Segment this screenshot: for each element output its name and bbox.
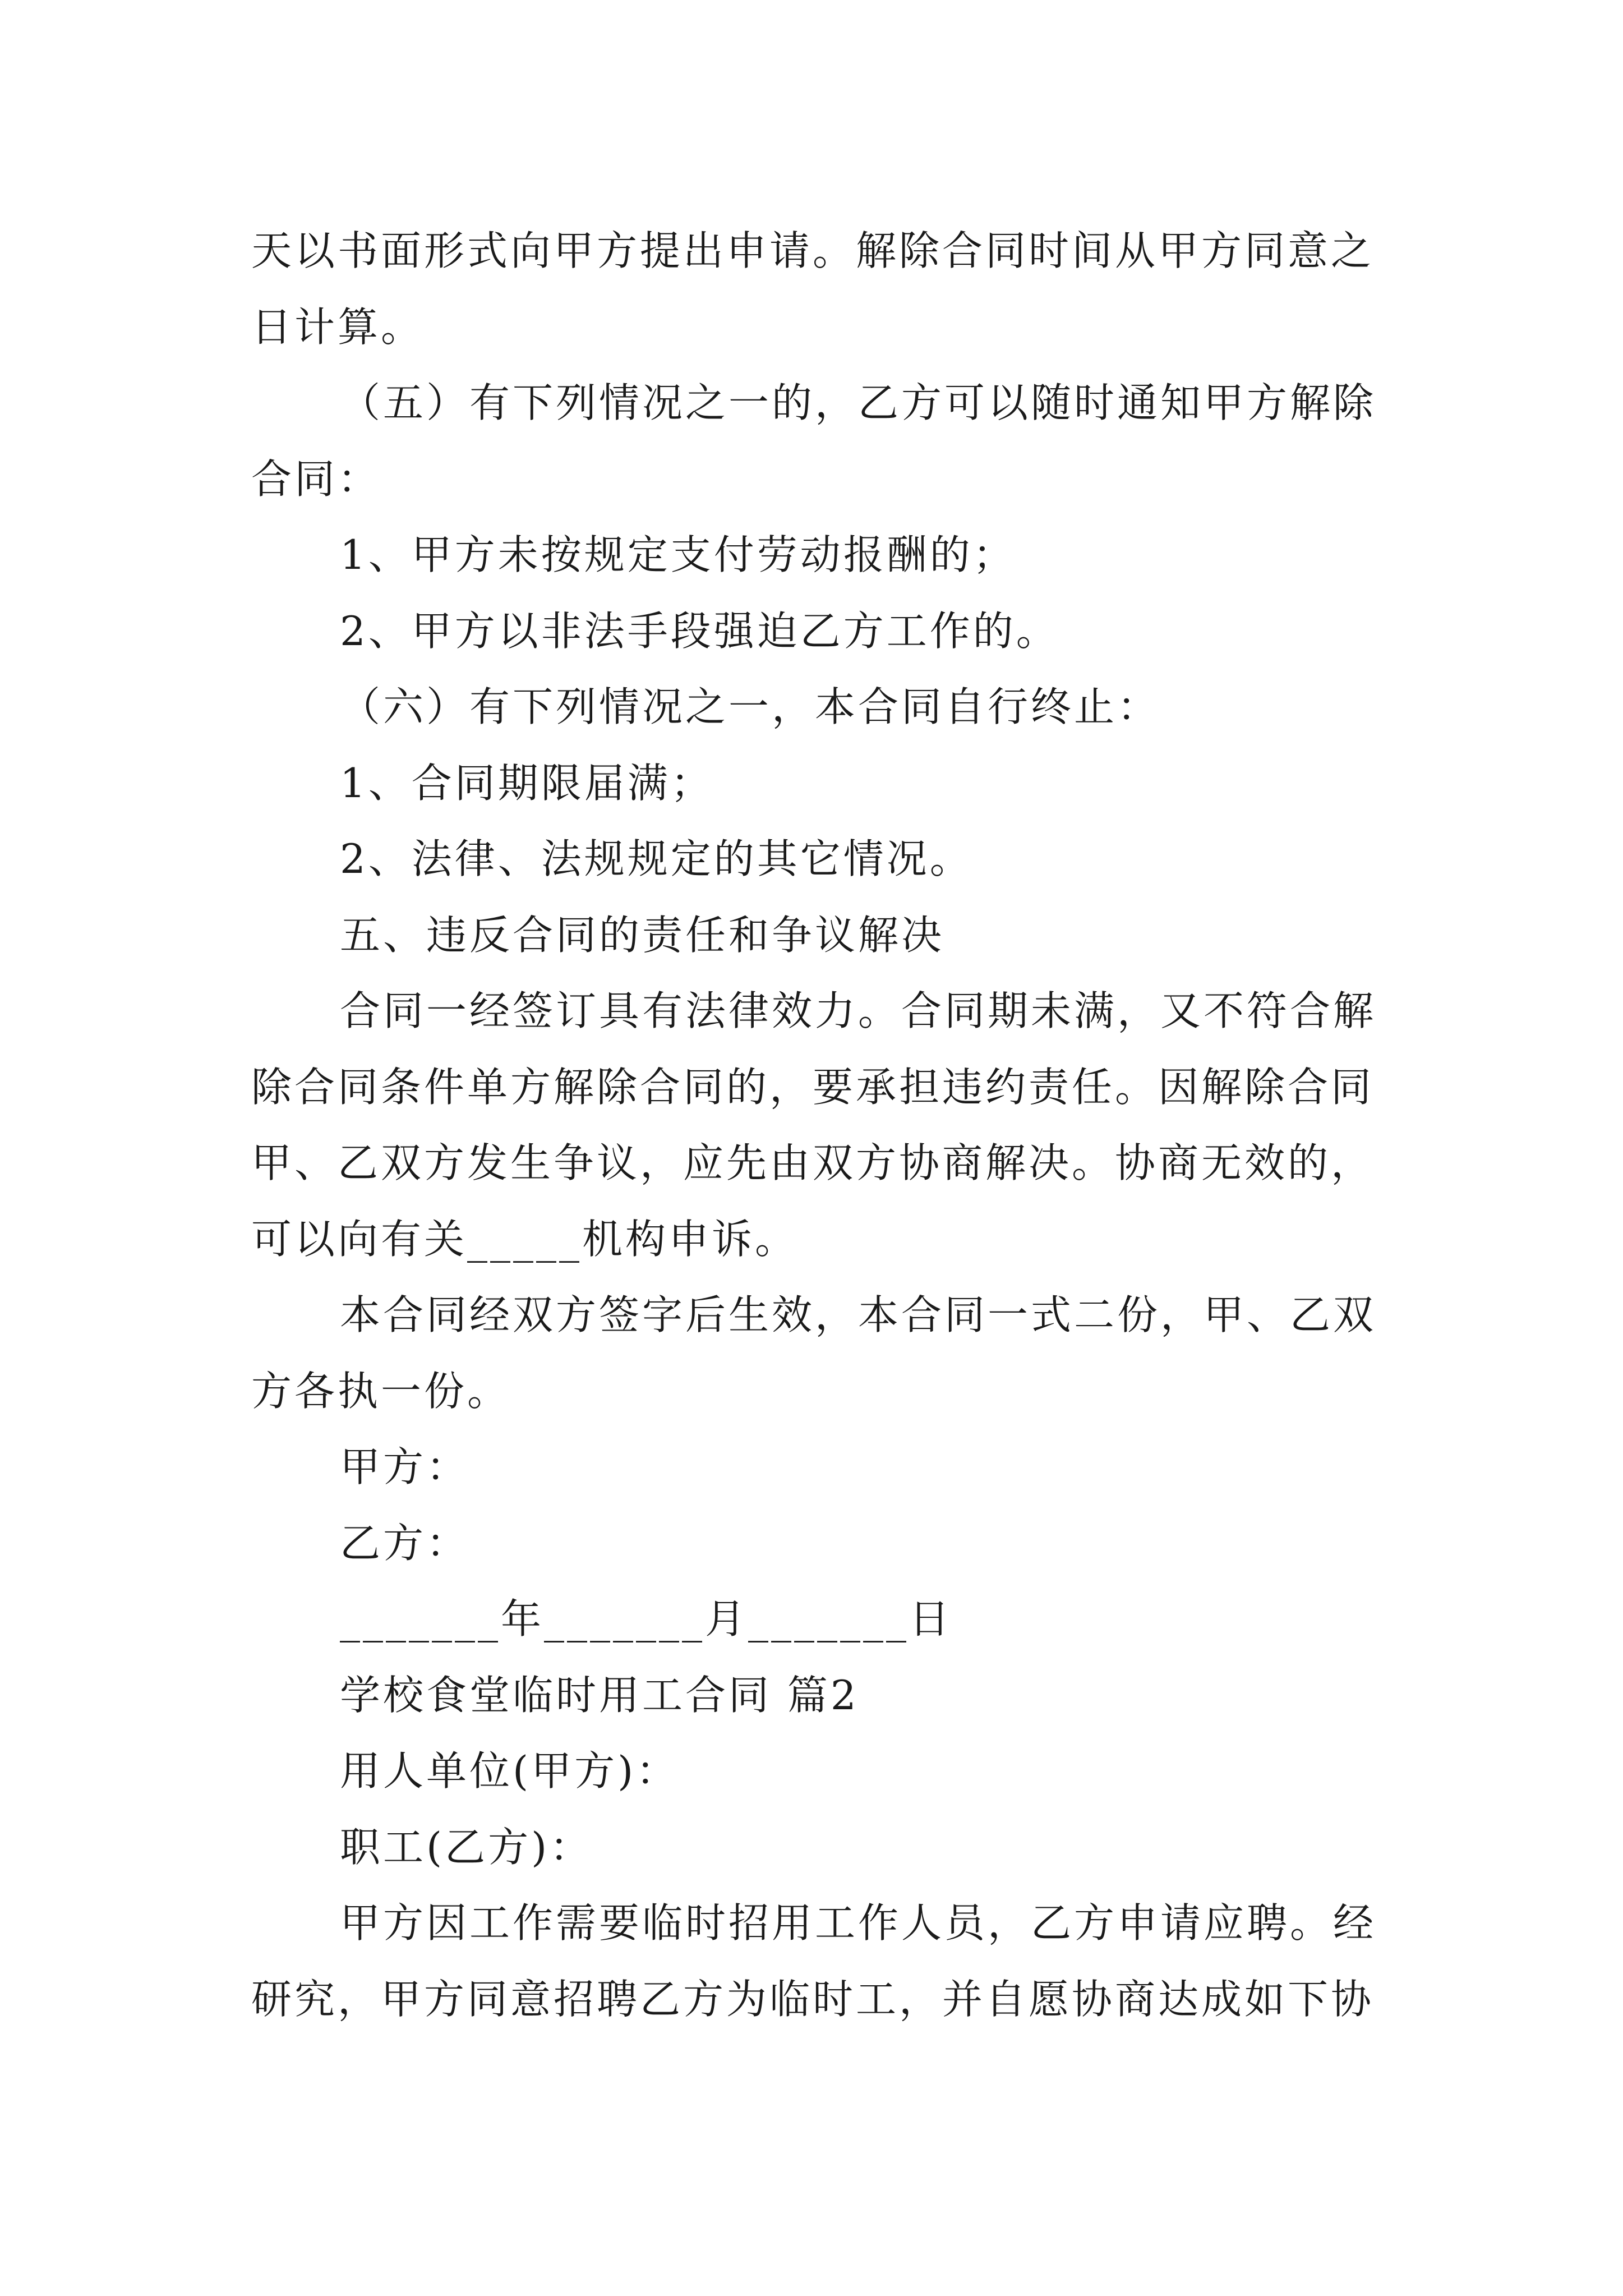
text-line: 可以向有关_____机构申诉。 [251, 1215, 799, 1263]
text-line: 日计算。 [251, 303, 425, 351]
text-line: 2、法律、法规规定的其它情况。 [340, 835, 973, 882]
text-line: 合同： [251, 455, 381, 503]
party-a-signature-label: 甲方： [340, 1443, 470, 1490]
date-line: _______年_______月_______日 [340, 1595, 952, 1642]
employer-label: 用人单位(甲方)： [340, 1747, 680, 1795]
text-line: 1、甲方未按规定支付劳动报酬的； [340, 531, 1016, 578]
text-line: 合同一经签订具有法律效力。合同期未满，又不符合解 [340, 987, 1377, 1034]
text-line: 除合同条件单方解除合同的，要承担违约责任。因解除合同 [251, 1063, 1375, 1111]
text-line: 研究，甲方同意招聘乙方为临时工，并自愿协商达成如下协 [251, 1975, 1375, 2023]
contract-title: 学校食堂临时用工合同 篇2 [340, 1671, 859, 1719]
document-body [251, 213, 1384, 2037]
section-heading: 五、违反合同的责任和争议解决 [340, 911, 945, 959]
text-line: 1、合同期限届满； [340, 759, 714, 807]
text-line: 甲方因工作需要临时招用工作人员，乙方申请应聘。经 [340, 1899, 1377, 1947]
employee-label: 职工(乙方)： [340, 1823, 593, 1871]
text-line: 天以书面形式向甲方提出申请。解除合同时间从甲方同意之 [251, 227, 1375, 274]
text-line: （六）有下列情况之一，本合同自行终止： [340, 683, 1161, 730]
text-line: （五）有下列情况之一的，乙方可以随时通知甲方解除 [340, 379, 1377, 426]
text-line: 本合同经双方签字后生效，本合同一式二份，甲、乙双 [340, 1291, 1377, 1338]
text-line: 方各执一份。 [251, 1367, 511, 1415]
text-line: 甲、乙双方发生争议，应先由双方协商解决。协商无效的， [251, 1139, 1375, 1186]
text-line: 2、甲方以非法手段强迫乙方工作的。 [340, 607, 1059, 655]
party-b-signature-label: 乙方： [340, 1519, 470, 1567]
